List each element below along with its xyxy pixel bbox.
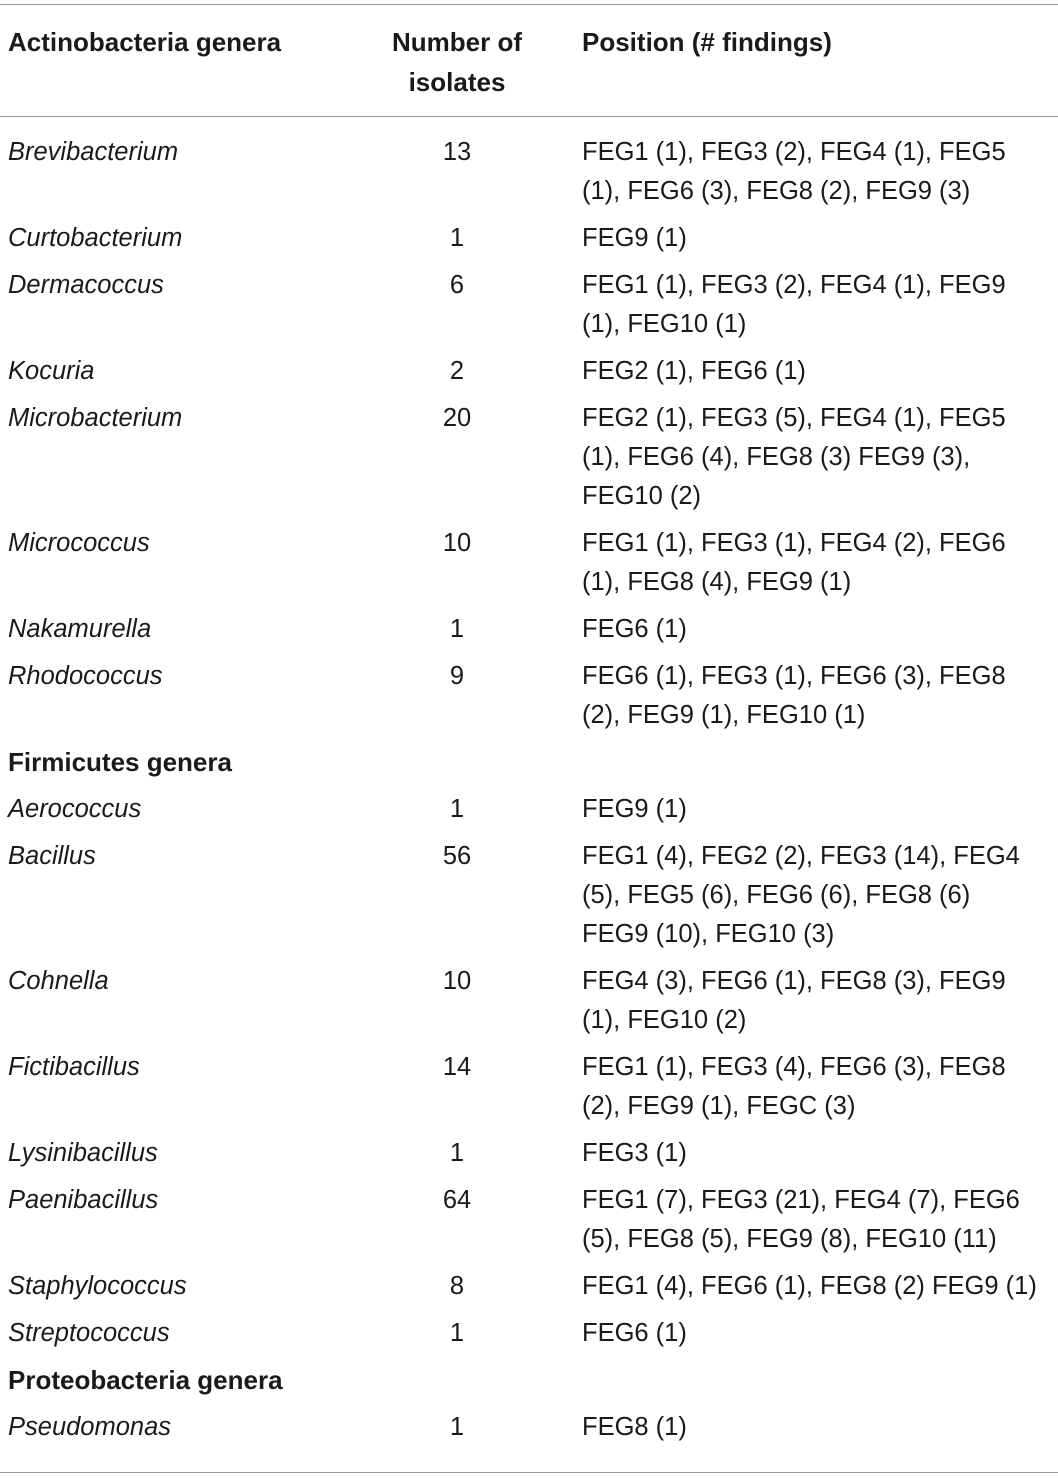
position-cell: FEG1 (7), FEG3 (21), FEG4 (7), FEG6 (5), FEG8 (5), FEG9 (8), FEG10 (11) [582, 1186, 1020, 1253]
genus-cell: Aerococcus [8, 795, 142, 823]
header-genera: Actinobacteria genera [8, 27, 282, 57]
count-cell: 1 [449, 1139, 465, 1167]
genus-cell: Cohnella [8, 967, 109, 995]
header-rule [0, 116, 1058, 117]
table-row [0, 1267, 1058, 1306]
table-top-rule [0, 4, 1058, 5]
position-cell: FEG2 (1), FEG6 (1) [582, 357, 806, 385]
genus-cell: Curtobacterium [8, 224, 183, 252]
genus-cell: Pseudomonas [8, 1413, 172, 1441]
position-cell: FEG1 (1), FEG3 (1), FEG4 (2), FEG6 (1), FEG8 (4), FEG9 (1) [582, 529, 1006, 596]
count-cell: 9 [449, 662, 465, 690]
count-cell: 13 [442, 138, 472, 166]
count-cell: 56 [442, 842, 472, 870]
genus-cell: Brevibacterium [8, 138, 179, 166]
position-cell: FEG4 (3), FEG6 (1), FEG8 (3), FEG9 (1), FEG10 (2) [582, 967, 1006, 1034]
count-cell: 10 [442, 967, 472, 995]
position-cell: FEG1 (1), FEG3 (4), FEG6 (3), FEG8 (2), FEG9 (1), FEGC (3) [582, 1053, 1006, 1120]
genus-cell: Streptococcus [8, 1319, 170, 1347]
table-row [0, 610, 1058, 649]
group-heading-firmicutes: Firmicutes genera [8, 747, 232, 777]
table-bottom-rule [0, 1472, 1058, 1473]
table-row [0, 962, 1058, 1040]
position-cell: FEG9 (1) [582, 224, 687, 252]
genus-cell: Fictibacillus [8, 1053, 140, 1081]
genus-cell: Dermacoccus [8, 271, 164, 299]
table-row [0, 219, 1058, 258]
table-row [0, 399, 1058, 516]
table-row [0, 790, 1058, 829]
genus-cell: Nakamurella [8, 615, 152, 643]
count-cell: 14 [442, 1053, 472, 1081]
position-cell: FEG6 (1) [582, 1319, 687, 1347]
genus-cell: Kocuria [8, 357, 95, 385]
table-row [0, 352, 1058, 391]
count-cell: 1 [449, 1413, 465, 1441]
position-cell: FEG1 (1), FEG3 (2), FEG4 (1), FEG9 (1), FEG10 (1) [582, 271, 1006, 338]
position-cell: FEG1 (1), FEG3 (2), FEG4 (1), FEG5 (1), FEG6 (3), FEG8 (2), FEG9 (3) [582, 138, 1006, 205]
group-heading-proteobacteria: Proteobacteria genera [8, 1365, 283, 1395]
genus-cell: Staphylococcus [8, 1272, 187, 1300]
position-cell: FEG3 (1) [582, 1139, 687, 1167]
position-cell: FEG6 (1), FEG3 (1), FEG6 (3), FEG8 (2), FEG9 (1), FEG10 (1) [582, 662, 1006, 729]
genus-cell: Paenibacillus [8, 1186, 159, 1214]
table-row [0, 133, 1058, 211]
table-row [0, 1048, 1058, 1126]
genus-cell: Rhodococcus [8, 662, 163, 690]
count-cell: 8 [449, 1272, 465, 1300]
genus-cell: Micrococcus [8, 529, 150, 557]
count-cell: 64 [442, 1186, 472, 1214]
table-row [0, 657, 1058, 735]
position-cell: FEG1 (4), FEG2 (2), FEG3 (14), FEG4 (5), FEG5 (6), FEG6 (6), FEG8 (6) FEG9 (10), FEG10 (3) [582, 842, 1020, 948]
genus-cell: Lysinibacillus [8, 1139, 158, 1167]
count-cell: 1 [449, 615, 465, 643]
count-cell: 20 [442, 404, 472, 432]
table-row [0, 266, 1058, 344]
table-row [0, 1134, 1058, 1173]
position-cell: FEG6 (1) [582, 615, 687, 643]
table-row [0, 837, 1058, 954]
header-number-of-isolates: Number of isolates [392, 27, 522, 97]
count-cell: 6 [449, 271, 465, 299]
count-cell: 10 [442, 529, 472, 557]
table-row [0, 524, 1058, 602]
genus-cell: Bacillus [8, 842, 96, 870]
table-body [0, 133, 1058, 1455]
position-cell: FEG1 (4), FEG6 (1), FEG8 (2) FEG9 (1) [582, 1272, 1037, 1300]
genus-cell: Microbacterium [8, 404, 183, 432]
count-cell: 1 [449, 1319, 465, 1347]
table-row [0, 1181, 1058, 1259]
position-cell: FEG9 (1) [582, 795, 687, 823]
count-cell: 1 [449, 224, 465, 252]
table-row [0, 1408, 1058, 1447]
position-cell: FEG8 (1) [582, 1413, 687, 1441]
count-cell: 2 [449, 357, 465, 385]
header-position: Position (# findings) [582, 27, 832, 57]
count-cell: 1 [449, 795, 465, 823]
position-cell: FEG2 (1), FEG3 (5), FEG4 (1), FEG5 (1), FEG6 (4), FEG8 (3) FEG9 (3), FEG10 (2) [582, 404, 1006, 510]
table-row [0, 1314, 1058, 1353]
